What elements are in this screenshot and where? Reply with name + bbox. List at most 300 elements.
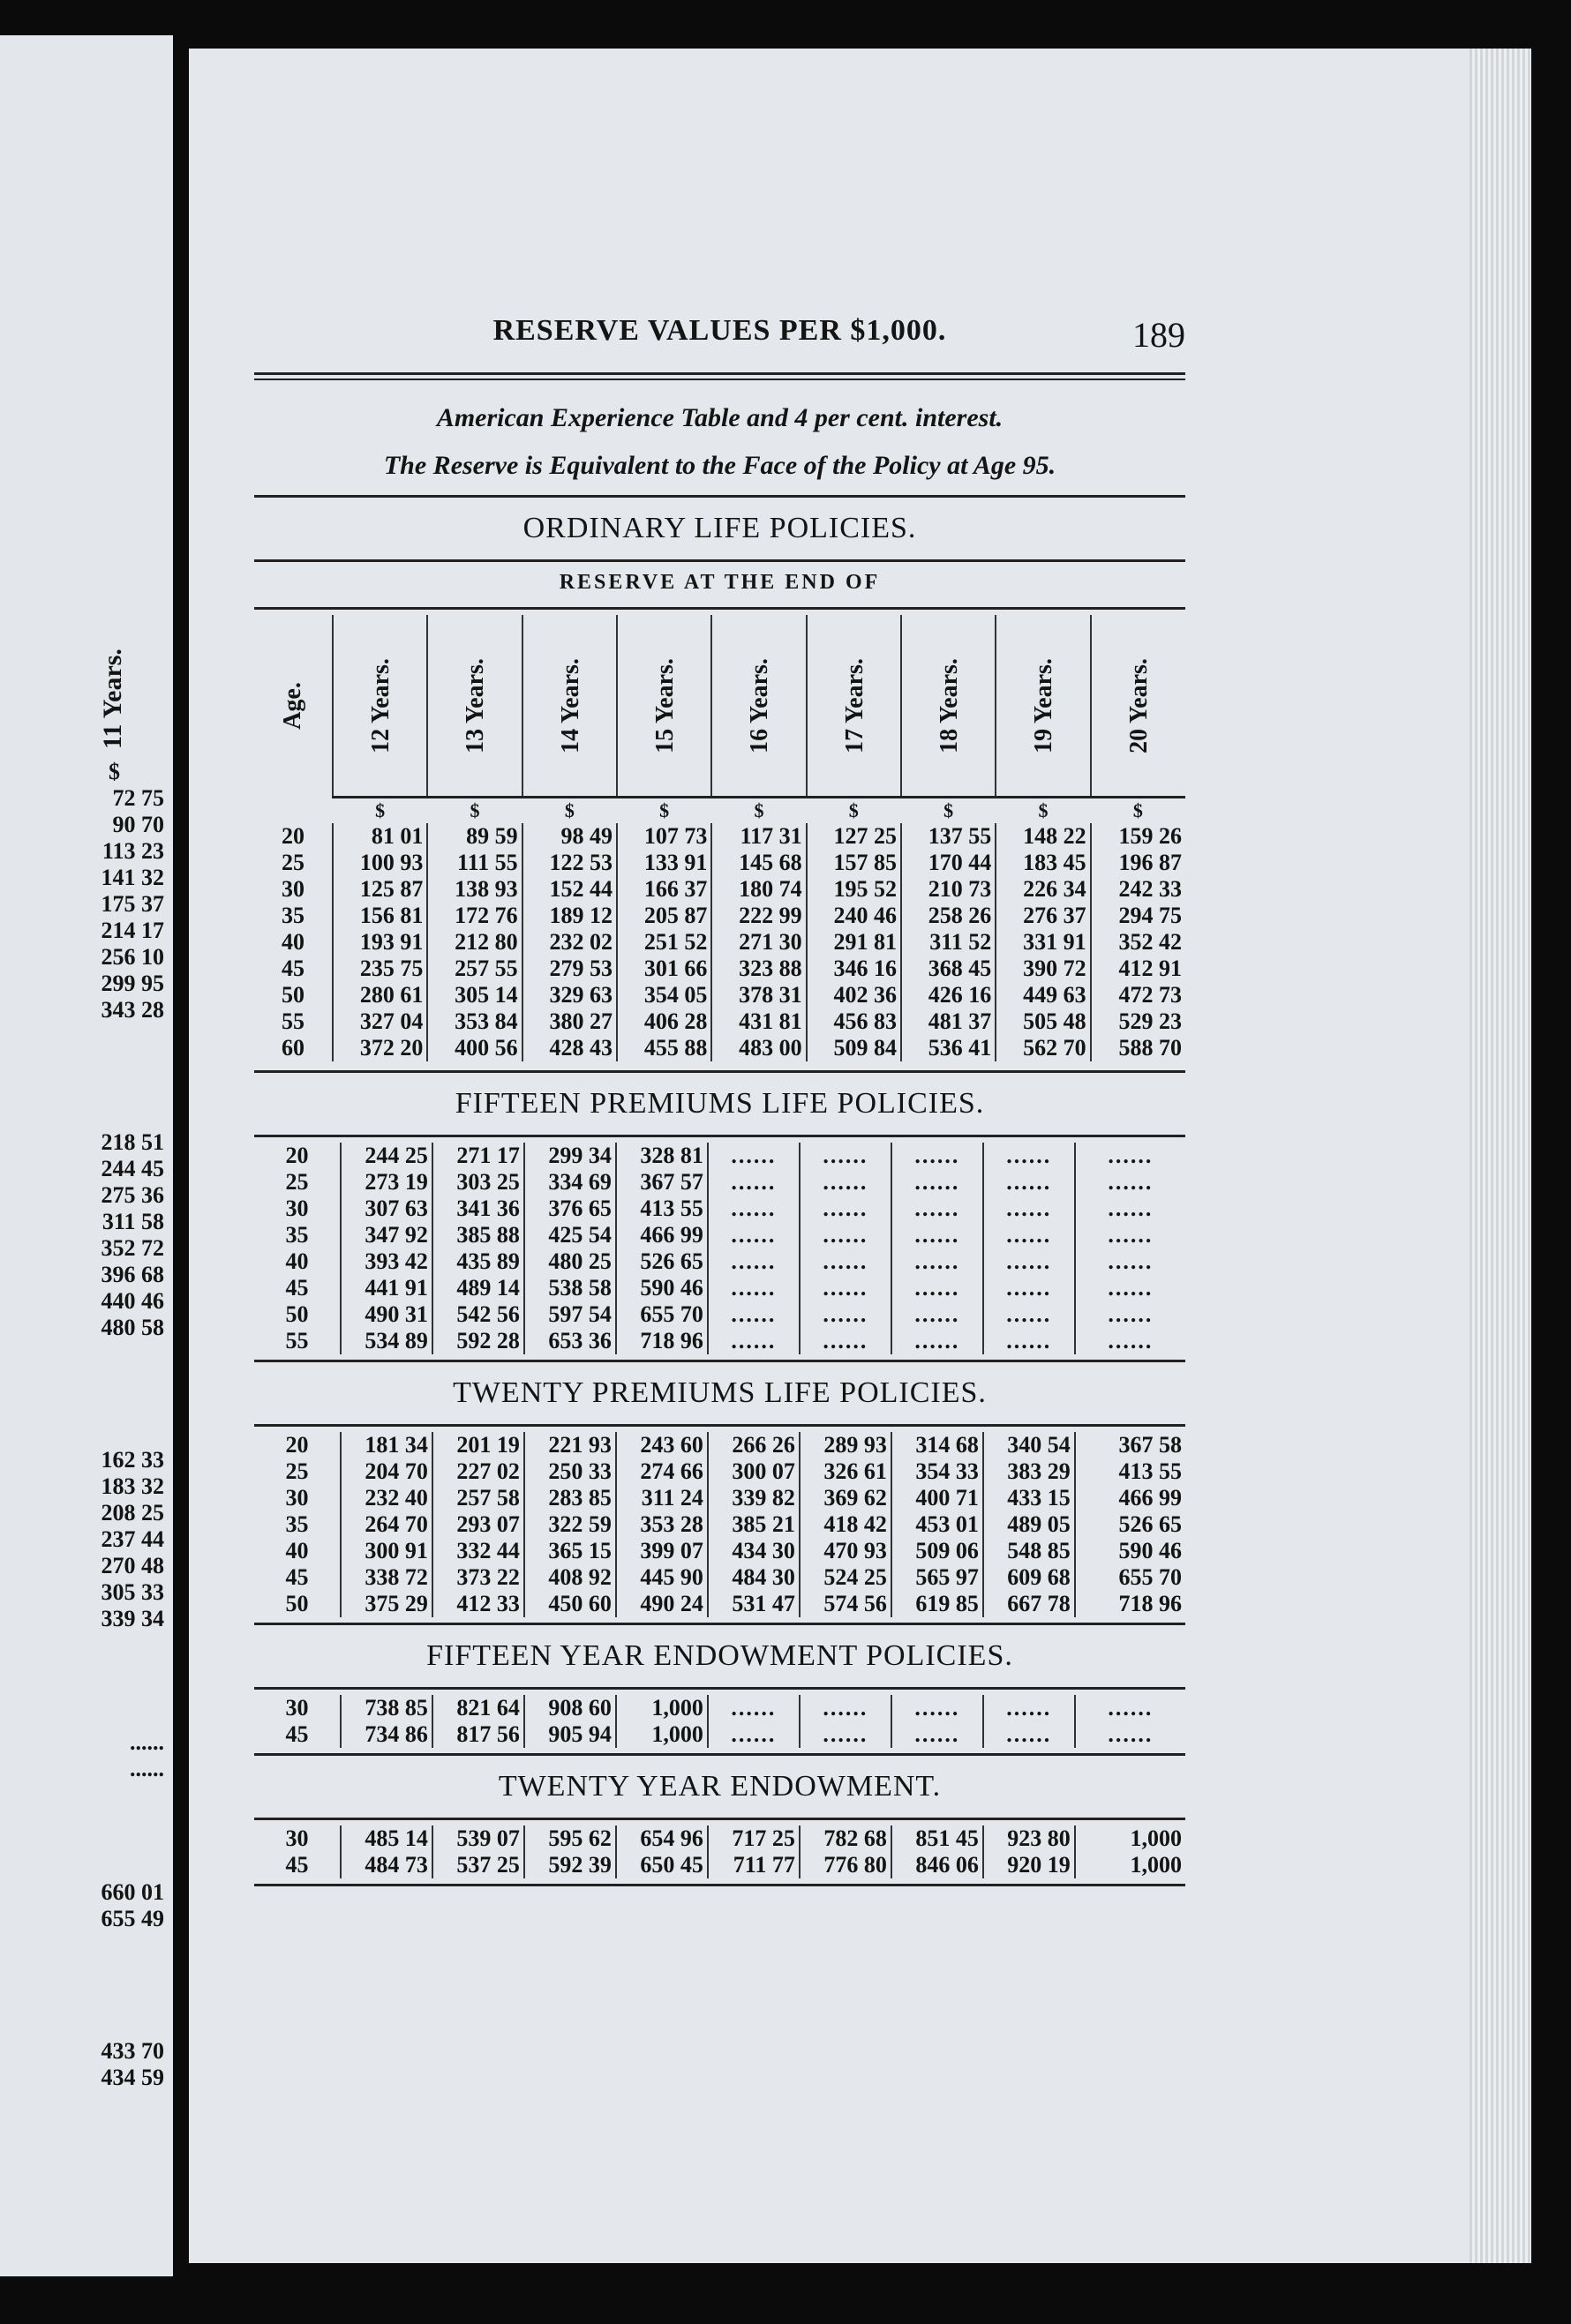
leader-dots: ...... xyxy=(800,1143,891,1169)
value-cell: 227 02 xyxy=(432,1458,524,1485)
value-cell: 291 81 xyxy=(807,929,901,956)
year-header xyxy=(996,615,1090,798)
value-cell: 565 97 xyxy=(891,1564,983,1591)
value-cell: 485 14 xyxy=(341,1825,432,1852)
leader-dots: ...... xyxy=(891,1169,983,1196)
value-cell: 250 33 xyxy=(524,1458,616,1485)
age-cell: 35 xyxy=(285,1511,309,1537)
value-cell: 196 87 xyxy=(1091,850,1185,876)
value-cell: 189 12 xyxy=(522,903,617,929)
value-cell: 406 28 xyxy=(617,1008,711,1035)
fifteen-premiums-title: FIFTEEN PREMIUMS LIFE POLICIES. xyxy=(455,1087,985,1120)
value-cell: 305 14 xyxy=(427,982,522,1008)
value-cell: 81 01 xyxy=(333,823,427,850)
value-cell: 470 93 xyxy=(800,1538,891,1564)
facing-page-value: 256 10 xyxy=(101,944,164,970)
ordinary-title: ORDINARY LIFE POLICIES. xyxy=(522,512,917,544)
year-header xyxy=(333,615,427,798)
value-cell: 400 56 xyxy=(427,1035,522,1061)
currency-symbol: $ xyxy=(1091,798,1185,824)
facing-page-value: 244 45 xyxy=(101,1156,164,1181)
value-cell: 279 53 xyxy=(522,956,617,982)
value-cell: 347 92 xyxy=(341,1222,432,1248)
value-cell: 383 29 xyxy=(983,1458,1075,1485)
value-cell: 323 88 xyxy=(711,956,806,982)
leader-dots: ...... xyxy=(983,1248,1075,1275)
twenty-endowment-table xyxy=(254,1825,1185,1878)
value-cell: 590 46 xyxy=(616,1275,708,1301)
value-cell: 1,000 xyxy=(616,1721,708,1748)
value-cell: 718 96 xyxy=(1075,1591,1185,1617)
year-header xyxy=(1091,615,1185,798)
age-cell: 25 xyxy=(282,850,304,875)
value-cell: 435 89 xyxy=(432,1248,524,1275)
value-cell: 166 37 xyxy=(617,876,711,903)
value-cell: 210 73 xyxy=(901,876,996,903)
section-rule xyxy=(254,559,1185,562)
value-cell: 548 85 xyxy=(983,1538,1075,1564)
column-header-label: 13 Years. xyxy=(462,657,490,753)
value-cell: 588 70 xyxy=(1091,1035,1185,1061)
leader-dots: ...... xyxy=(708,1721,800,1748)
value-cell: 314 68 xyxy=(891,1432,983,1458)
value-cell: 322 59 xyxy=(524,1511,616,1538)
value-cell: 373 22 xyxy=(432,1564,524,1591)
age-cell: 45 xyxy=(285,1721,309,1747)
age-cell: 55 xyxy=(285,1328,309,1353)
value-cell: 428 43 xyxy=(522,1035,617,1061)
facing-page-value: 270 48 xyxy=(101,1553,164,1578)
table-row xyxy=(254,929,1185,956)
value-cell: 472 73 xyxy=(1091,982,1185,1008)
leader-dots: ...... xyxy=(708,1222,800,1248)
value-cell: 466 99 xyxy=(616,1222,708,1248)
value-cell: 534 89 xyxy=(341,1328,432,1354)
age-cell: 45 xyxy=(285,1564,309,1590)
value-cell: 340 54 xyxy=(983,1432,1075,1458)
table-row xyxy=(254,1485,1185,1511)
currency-symbol: $ xyxy=(333,798,427,824)
age-cell: 20 xyxy=(285,1143,309,1168)
leader-dots: ...... xyxy=(1075,1301,1185,1328)
value-cell: 346 16 xyxy=(807,956,901,982)
value-cell: 595 62 xyxy=(524,1825,616,1852)
currency-symbol: $ xyxy=(427,798,522,824)
value-cell: 328 81 xyxy=(616,1143,708,1169)
value-cell: 365 15 xyxy=(524,1538,616,1564)
facing-page-value: 433 70 xyxy=(101,2038,164,2064)
value-cell: 89 59 xyxy=(427,823,522,850)
year-header xyxy=(807,615,901,798)
table-row xyxy=(254,1275,1185,1301)
value-cell: 667 78 xyxy=(983,1591,1075,1617)
facing-page-value: 113 23 xyxy=(101,838,164,864)
currency-symbol: $ xyxy=(617,798,711,824)
value-cell: 923 80 xyxy=(983,1825,1075,1852)
value-cell: 426 16 xyxy=(901,982,996,1008)
section-rule xyxy=(254,1135,1185,1137)
table-row xyxy=(254,823,1185,850)
value-cell: 354 05 xyxy=(617,982,711,1008)
value-cell: 851 45 xyxy=(891,1825,983,1852)
value-cell: 597 54 xyxy=(524,1301,616,1328)
leader-dots: ...... xyxy=(1075,1721,1185,1748)
facing-page-value: 655 49 xyxy=(101,1906,164,1931)
value-cell: 311 52 xyxy=(901,929,996,956)
value-cell: 300 91 xyxy=(341,1538,432,1564)
ordinary-subheading: RESERVE AT THE END OF xyxy=(559,571,881,594)
facing-page-value: 305 33 xyxy=(101,1579,164,1605)
value-cell: 484 73 xyxy=(341,1852,432,1878)
section-rule xyxy=(254,607,1185,610)
leader-dots: ...... xyxy=(800,1695,891,1721)
value-cell: 301 66 xyxy=(617,956,711,982)
leader-dots: ...... xyxy=(708,1196,800,1222)
value-cell: 1,000 xyxy=(1075,1825,1185,1852)
age-cell: 40 xyxy=(285,1248,309,1274)
section-rule xyxy=(254,1687,1185,1690)
leader-dots: ...... xyxy=(983,1169,1075,1196)
table-row xyxy=(254,1458,1185,1485)
age-cell: 60 xyxy=(282,1035,304,1061)
facing-page-value: 218 51 xyxy=(101,1129,164,1155)
value-cell: 738 85 xyxy=(341,1695,432,1721)
value-cell: 100 93 xyxy=(333,850,427,876)
value-cell: 418 42 xyxy=(800,1511,891,1538)
fifteen-premiums-table xyxy=(254,1143,1185,1354)
leader-dots: ...... xyxy=(1075,1695,1185,1721)
age-cell: 45 xyxy=(285,1275,309,1301)
value-cell: 300 07 xyxy=(708,1458,800,1485)
table-row xyxy=(254,903,1185,929)
value-cell: 718 96 xyxy=(616,1328,708,1354)
facing-page-value: 162 33 xyxy=(101,1447,164,1473)
value-cell: 293 07 xyxy=(432,1511,524,1538)
leader-dots: ...... xyxy=(800,1196,891,1222)
value-cell: 490 31 xyxy=(341,1301,432,1328)
value-cell: 1,000 xyxy=(1075,1852,1185,1878)
value-cell: 413 55 xyxy=(616,1196,708,1222)
age-cell: 50 xyxy=(282,982,304,1008)
age-cell: 35 xyxy=(282,903,304,928)
ordinary-table xyxy=(254,615,1185,1061)
value-cell: 338 72 xyxy=(341,1564,432,1591)
value-cell: 609 68 xyxy=(983,1564,1075,1591)
leader-dots: ...... xyxy=(1075,1275,1185,1301)
year-header xyxy=(901,615,996,798)
leader-dots: ...... xyxy=(800,1301,891,1328)
fifteen-endowment-title: FIFTEEN YEAR ENDOWMENT POLICIES. xyxy=(426,1639,1013,1672)
value-cell: 226 34 xyxy=(996,876,1090,903)
table-row xyxy=(254,1143,1185,1169)
facing-page-currency: $ xyxy=(109,759,120,784)
value-cell: 271 17 xyxy=(432,1143,524,1169)
leader-dots: ...... xyxy=(708,1695,800,1721)
table-row xyxy=(254,1328,1185,1354)
twenty-premiums-title: TWENTY PREMIUMS LIFE POLICIES. xyxy=(453,1376,987,1409)
value-cell: 283 85 xyxy=(524,1485,616,1511)
table-row xyxy=(254,1432,1185,1458)
column-header-label: 20 Years. xyxy=(1124,657,1153,753)
value-cell: 539 07 xyxy=(432,1825,524,1852)
value-cell: 264 70 xyxy=(341,1511,432,1538)
column-header-label: Age. xyxy=(279,682,306,731)
value-cell: 367 58 xyxy=(1075,1432,1185,1458)
facing-page-value: 440 46 xyxy=(101,1288,164,1314)
value-cell: 307 63 xyxy=(341,1196,432,1222)
value-cell: 489 14 xyxy=(432,1275,524,1301)
value-cell: 244 25 xyxy=(341,1143,432,1169)
value-cell: 271 30 xyxy=(711,929,806,956)
value-cell: 273 19 xyxy=(341,1169,432,1196)
table-row xyxy=(254,1721,1185,1748)
value-cell: 717 25 xyxy=(708,1825,800,1852)
leader-dots: ...... xyxy=(800,1275,891,1301)
value-cell: 1,000 xyxy=(616,1695,708,1721)
value-cell: 339 82 xyxy=(708,1485,800,1511)
leader-dots: ...... xyxy=(983,1275,1075,1301)
facing-page-value: 311 58 xyxy=(101,1209,164,1234)
value-cell: 526 65 xyxy=(616,1248,708,1275)
value-cell: 274 66 xyxy=(616,1458,708,1485)
column-header-label: 12 Years. xyxy=(366,657,395,753)
leader-dots: ...... xyxy=(891,1143,983,1169)
value-cell: 138 93 xyxy=(427,876,522,903)
age-cell: 45 xyxy=(285,1852,309,1878)
value-cell: 294 75 xyxy=(1091,903,1185,929)
facing-page-header: 11 Years. xyxy=(97,648,127,749)
value-cell: 905 94 xyxy=(524,1721,616,1748)
leader-dots: ...... xyxy=(983,1328,1075,1354)
value-cell: 505 48 xyxy=(996,1008,1090,1035)
value-cell: 152 44 xyxy=(522,876,617,903)
leader-dots: ...... xyxy=(983,1222,1075,1248)
facing-page-value: 343 28 xyxy=(101,997,164,1023)
value-cell: 542 56 xyxy=(432,1301,524,1328)
leader-dots: ...... xyxy=(891,1275,983,1301)
value-cell: 433 15 xyxy=(983,1485,1075,1511)
value-cell: 434 30 xyxy=(708,1538,800,1564)
value-cell: 257 55 xyxy=(427,956,522,982)
value-cell: 537 25 xyxy=(432,1852,524,1878)
value-cell: 445 90 xyxy=(616,1564,708,1591)
table-row xyxy=(254,982,1185,1008)
currency-symbol: $ xyxy=(996,798,1090,824)
running-head xyxy=(254,307,1185,369)
year-header xyxy=(522,615,617,798)
page-number: 189 xyxy=(1132,315,1185,355)
value-cell: 232 02 xyxy=(522,929,617,956)
value-cell: 385 21 xyxy=(708,1511,800,1538)
leader-dots: ...... xyxy=(891,1196,983,1222)
column-header-label: 17 Years. xyxy=(840,657,868,753)
value-cell: 372 20 xyxy=(333,1035,427,1061)
value-cell: 352 42 xyxy=(1091,929,1185,956)
facing-page-value: 352 72 xyxy=(101,1235,164,1261)
value-cell: 574 56 xyxy=(800,1591,891,1617)
value-cell: 562 70 xyxy=(996,1035,1090,1061)
value-cell: 412 33 xyxy=(432,1591,524,1617)
leader-dots: ...... xyxy=(1075,1222,1185,1248)
value-cell: 193 91 xyxy=(333,929,427,956)
value-cell: 456 83 xyxy=(807,1008,901,1035)
age-cell: 40 xyxy=(282,929,304,955)
value-cell: 159 26 xyxy=(1091,823,1185,850)
leader-dots: ...... xyxy=(891,1695,983,1721)
table-row xyxy=(254,1564,1185,1591)
value-cell: 326 61 xyxy=(800,1458,891,1485)
currency-row xyxy=(254,798,1185,824)
table-row xyxy=(254,1196,1185,1222)
value-cell: 222 99 xyxy=(711,903,806,929)
value-cell: 251 52 xyxy=(617,929,711,956)
facing-page xyxy=(0,35,173,2276)
leader-dots: ...... xyxy=(800,1222,891,1248)
value-cell: 490 24 xyxy=(616,1591,708,1617)
value-cell: 908 60 xyxy=(524,1695,616,1721)
value-cell: 402 36 xyxy=(807,982,901,1008)
facing-page-value: 275 36 xyxy=(101,1182,164,1208)
value-cell: 920 19 xyxy=(983,1852,1075,1878)
leader-dots: ...... xyxy=(891,1721,983,1748)
age-cell: 20 xyxy=(282,823,304,849)
value-cell: 531 47 xyxy=(708,1591,800,1617)
age-cell: 30 xyxy=(285,1695,309,1721)
subtitle-reserve: The Reserve is Equivalent to the Face of the Policy at Age 95. xyxy=(383,451,1056,480)
value-cell: 536 41 xyxy=(901,1035,996,1061)
value-cell: 483 00 xyxy=(711,1035,806,1061)
value-cell: 148 22 xyxy=(996,823,1090,850)
table-row xyxy=(254,956,1185,982)
value-cell: 334 69 xyxy=(524,1169,616,1196)
value-cell: 327 04 xyxy=(333,1008,427,1035)
facing-page-value: 434 59 xyxy=(101,2065,164,2090)
column-header-label: 14 Years. xyxy=(556,657,584,753)
value-cell: 846 06 xyxy=(891,1852,983,1878)
table-row xyxy=(254,1301,1185,1328)
value-cell: 137 55 xyxy=(901,823,996,850)
value-cell: 375 29 xyxy=(341,1591,432,1617)
value-cell: 107 73 xyxy=(617,823,711,850)
value-cell: 243 60 xyxy=(616,1432,708,1458)
leader-dots: ...... xyxy=(708,1248,800,1275)
year-header xyxy=(617,615,711,798)
value-cell: 367 57 xyxy=(616,1169,708,1196)
facing-page-value: 237 44 xyxy=(101,1526,164,1552)
value-cell: 455 88 xyxy=(617,1035,711,1061)
leader-dots: ...... xyxy=(983,1301,1075,1328)
value-cell: 653 36 xyxy=(524,1328,616,1354)
value-cell: 331 91 xyxy=(996,929,1090,956)
value-cell: 821 64 xyxy=(432,1695,524,1721)
value-cell: 529 23 xyxy=(1091,1008,1185,1035)
age-cell: 30 xyxy=(285,1485,309,1511)
value-cell: 480 25 xyxy=(524,1248,616,1275)
section-rule xyxy=(254,495,1185,498)
value-cell: 466 99 xyxy=(1075,1485,1185,1511)
leader-dots: ...... xyxy=(130,1729,164,1755)
facing-page-value: 396 68 xyxy=(101,1262,164,1287)
currency-symbol xyxy=(254,798,333,824)
value-cell: 399 07 xyxy=(616,1538,708,1564)
table-row xyxy=(254,850,1185,876)
value-cell: 538 58 xyxy=(524,1275,616,1301)
value-cell: 450 60 xyxy=(524,1591,616,1617)
value-cell: 280 61 xyxy=(333,982,427,1008)
value-cell: 145 68 xyxy=(711,850,806,876)
leader-dots: ...... xyxy=(891,1248,983,1275)
value-cell: 98 49 xyxy=(522,823,617,850)
value-cell: 431 81 xyxy=(711,1008,806,1035)
table-row xyxy=(254,1852,1185,1878)
value-cell: 289 93 xyxy=(800,1432,891,1458)
facing-page-value: 141 32 xyxy=(101,865,164,890)
section-rule xyxy=(254,1360,1185,1362)
facing-page-value: 208 25 xyxy=(101,1500,164,1526)
column-headers xyxy=(254,615,1185,798)
table-row xyxy=(254,1538,1185,1564)
twenty-premiums-table xyxy=(254,1432,1185,1617)
value-cell: 232 40 xyxy=(341,1485,432,1511)
value-cell: 157 85 xyxy=(807,850,901,876)
table-row xyxy=(254,1248,1185,1275)
facing-page-value: 480 58 xyxy=(101,1315,164,1340)
facing-page-value: 660 01 xyxy=(101,1879,164,1905)
value-cell: 481 37 xyxy=(901,1008,996,1035)
leader-dots: ...... xyxy=(708,1169,800,1196)
value-cell: 655 70 xyxy=(616,1301,708,1328)
facing-page-value: 214 17 xyxy=(101,918,164,943)
value-cell: 413 55 xyxy=(1075,1458,1185,1485)
value-cell: 183 45 xyxy=(996,850,1090,876)
value-cell: 776 80 xyxy=(800,1852,891,1878)
value-cell: 311 24 xyxy=(616,1485,708,1511)
leader-dots: ...... xyxy=(1075,1328,1185,1354)
section-rule xyxy=(254,1623,1185,1625)
value-cell: 180 74 xyxy=(711,876,806,903)
table-row xyxy=(254,876,1185,903)
value-cell: 380 27 xyxy=(522,1008,617,1035)
value-cell: 393 42 xyxy=(341,1248,432,1275)
value-cell: 204 70 xyxy=(341,1458,432,1485)
value-cell: 235 75 xyxy=(333,956,427,982)
value-cell: 258 26 xyxy=(901,903,996,929)
leader-dots: ...... xyxy=(800,1328,891,1354)
value-cell: 332 44 xyxy=(432,1538,524,1564)
running-head-title: RESERVE VALUES PER $1,000. xyxy=(492,314,947,347)
leader-dots: ...... xyxy=(1075,1169,1185,1196)
value-cell: 390 72 xyxy=(996,956,1090,982)
age-cell: 50 xyxy=(285,1301,309,1327)
currency-symbol: $ xyxy=(807,798,901,824)
age-cell: 30 xyxy=(285,1825,309,1851)
table-row xyxy=(254,1825,1185,1852)
value-cell: 509 84 xyxy=(807,1035,901,1061)
page-edge xyxy=(1470,49,1531,2263)
value-cell: 257 58 xyxy=(432,1485,524,1511)
leader-dots: ...... xyxy=(1075,1196,1185,1222)
age-cell: 30 xyxy=(282,876,304,902)
value-cell: 201 19 xyxy=(432,1432,524,1458)
value-cell: 242 33 xyxy=(1091,876,1185,903)
value-cell: 385 88 xyxy=(432,1222,524,1248)
value-cell: 240 46 xyxy=(807,903,901,929)
age-header xyxy=(254,615,333,798)
age-cell: 45 xyxy=(282,956,304,981)
value-cell: 376 65 xyxy=(524,1196,616,1222)
section-rule xyxy=(254,1884,1185,1886)
column-header-label: 15 Years. xyxy=(650,657,679,753)
